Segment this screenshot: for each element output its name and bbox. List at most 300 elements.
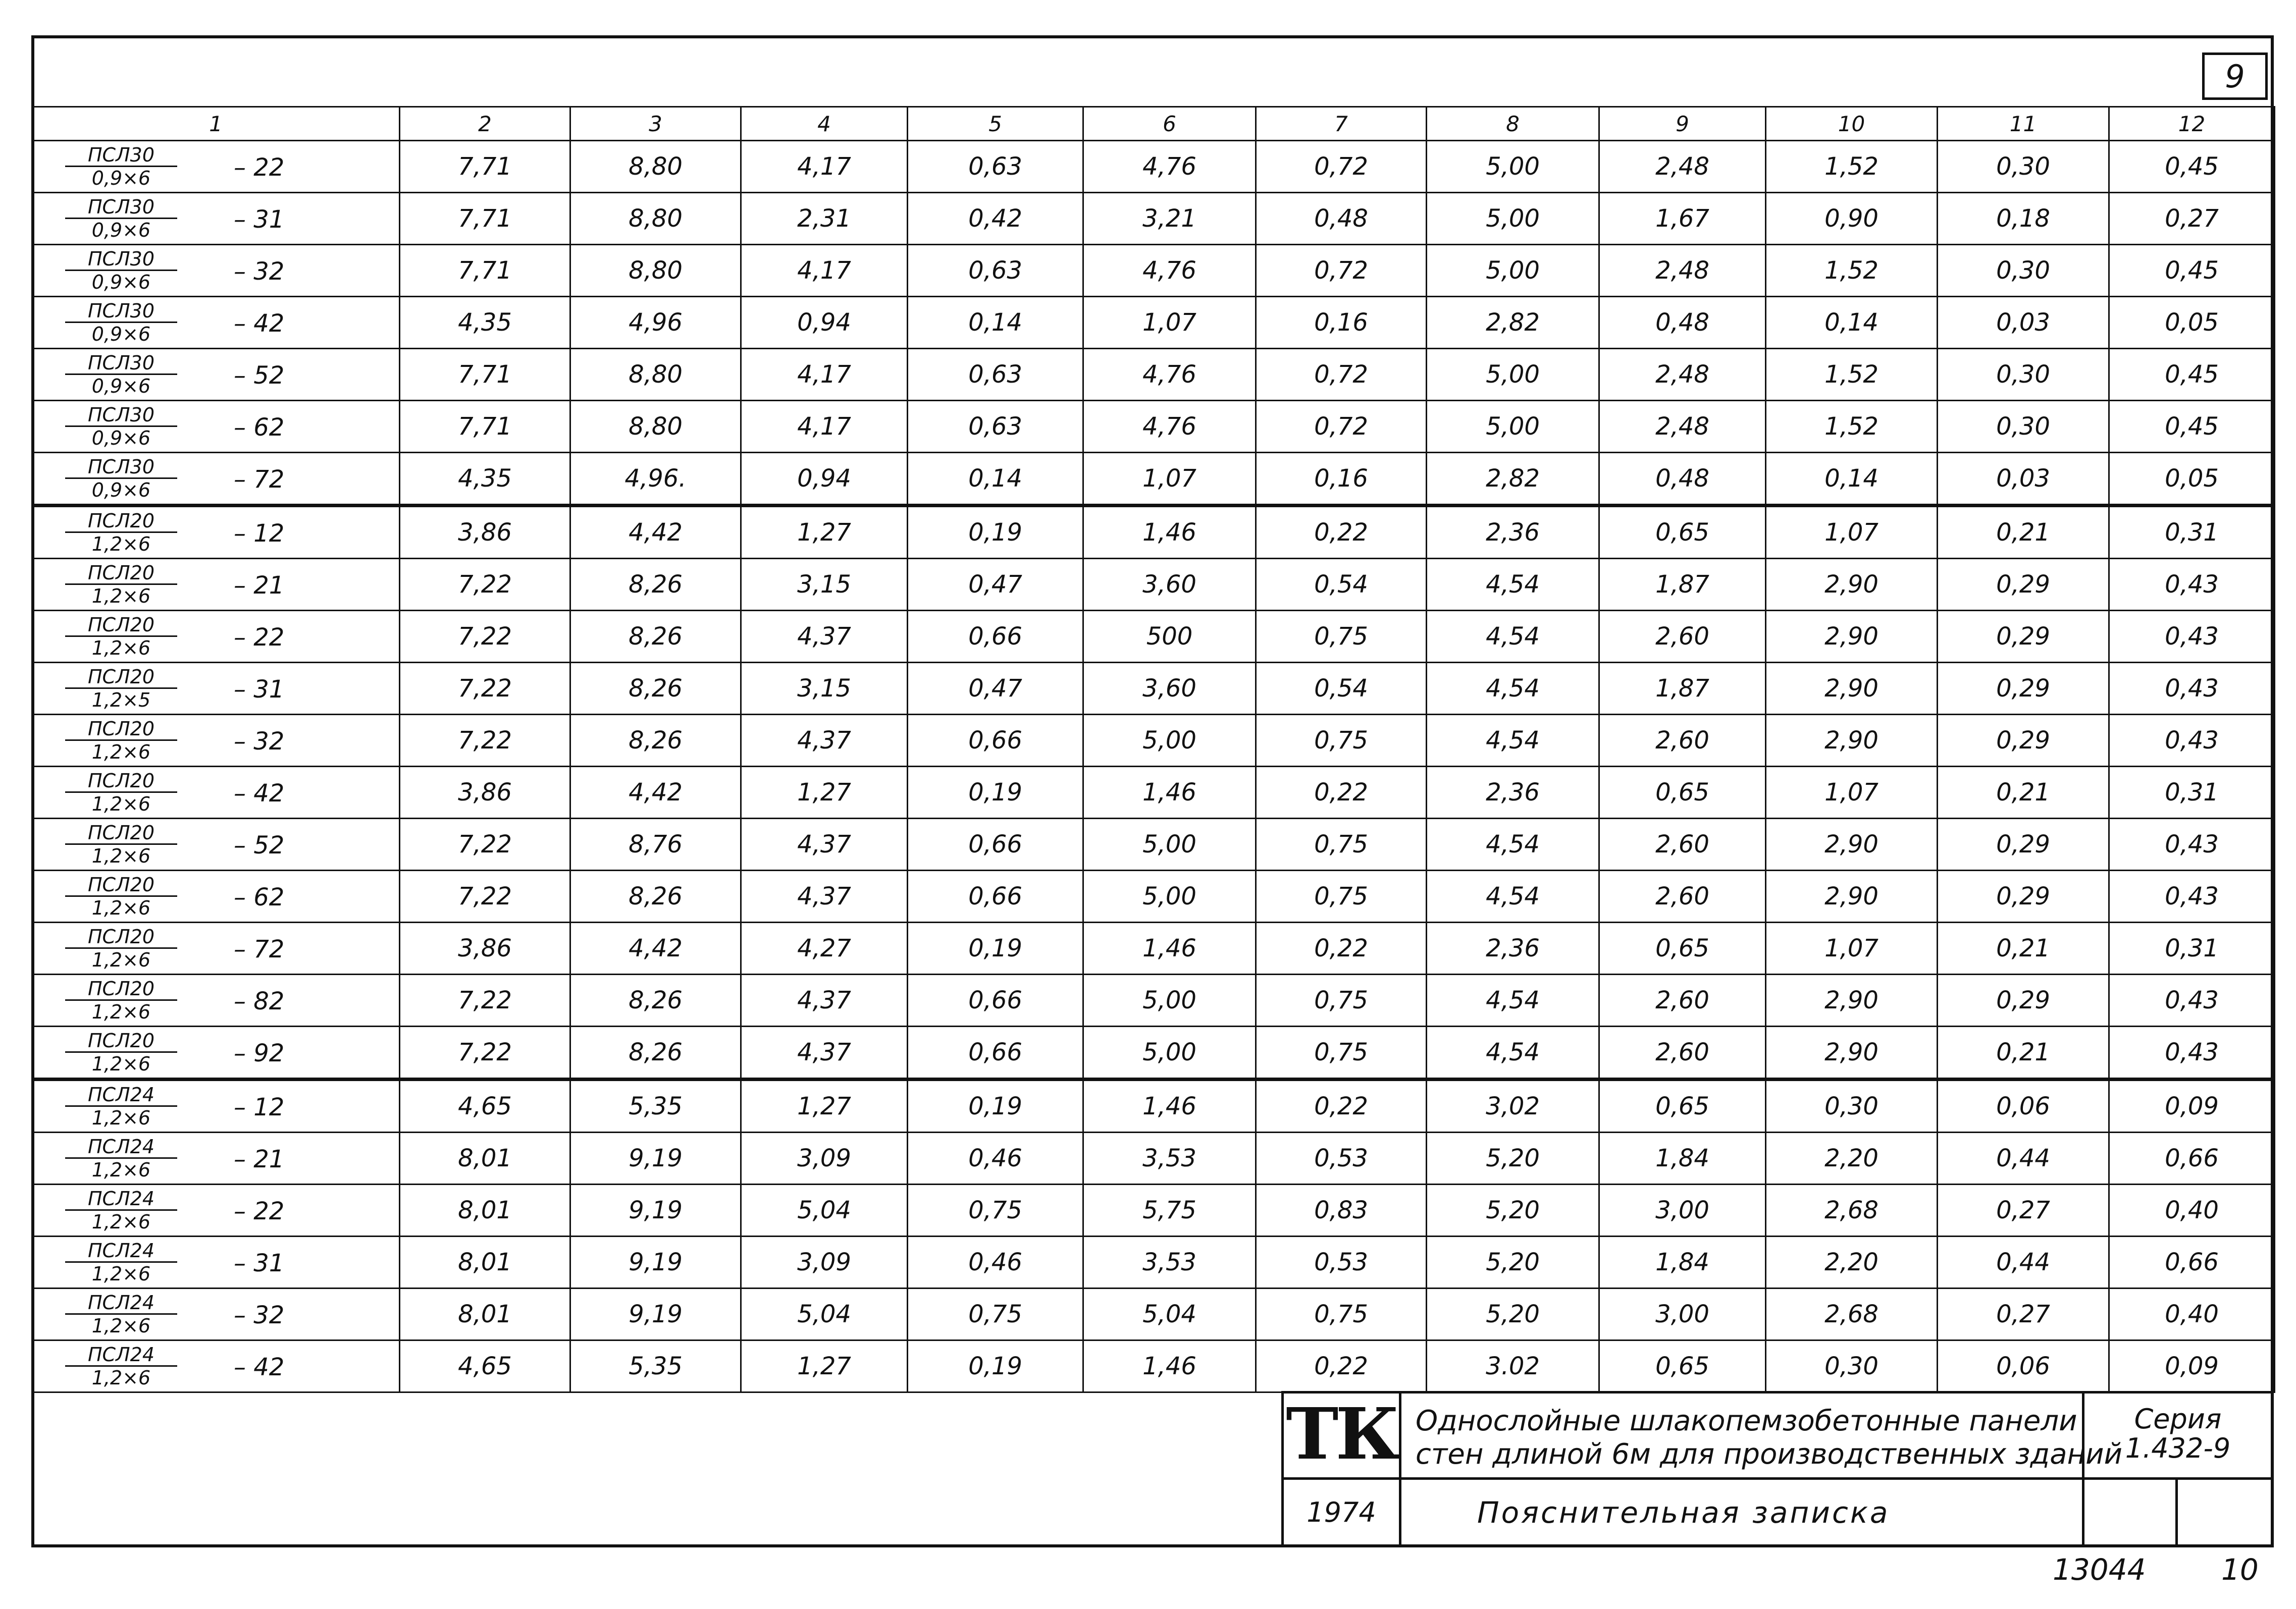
table-cell: 0,22 <box>1256 1080 1427 1133</box>
table-cell: 2,36 <box>1427 767 1599 819</box>
panel-fraction <box>65 300 177 345</box>
panel-mark <box>32 453 400 506</box>
panel-type: ПСЛ24 <box>65 1188 177 1211</box>
table-cell: 1,27 <box>741 1080 908 1133</box>
panel-mark <box>32 871 400 923</box>
table-cell: 0,03 <box>1938 297 2109 349</box>
panel-fraction <box>65 718 177 763</box>
table-cell: 0,31 <box>2109 506 2275 559</box>
empty-cell <box>2175 1477 2274 1547</box>
table-cell: 0,45 <box>2109 245 2275 297</box>
table-cell: 3,53 <box>1083 1237 1256 1289</box>
panel-size: 0,9×6 <box>91 479 151 501</box>
table-cell: 0,40 <box>2109 1289 2275 1340</box>
table-cell: 4,76 <box>1083 401 1256 453</box>
table-cell: 4,54 <box>1427 715 1599 767</box>
table-cell: 0,53 <box>1256 1133 1427 1185</box>
table-cell: 0,54 <box>1256 663 1427 715</box>
table-cell: 4,96 <box>570 297 741 349</box>
title-block <box>1281 1391 2274 1547</box>
table-cell: 0,19 <box>908 767 1083 819</box>
table-cell: 2,90 <box>1766 663 1938 715</box>
panel-type: ПСЛ30 <box>65 352 177 375</box>
table-cell: 4,37 <box>741 715 908 767</box>
table-cell: 9,19 <box>570 1133 741 1185</box>
column-header: 1 <box>32 107 400 141</box>
table-cell: 4,54 <box>1427 819 1599 871</box>
table-row <box>32 349 2275 401</box>
table-cell: 5,00 <box>1083 819 1256 871</box>
table-cell: 5,00 <box>1427 141 1599 193</box>
table-cell: 0,40 <box>2109 1185 2275 1237</box>
panel-size: 1,2×6 <box>91 1211 151 1233</box>
table-cell: 0,47 <box>908 559 1083 611</box>
table-cell: 4,37 <box>741 975 908 1027</box>
table-cell: 0,30 <box>1938 141 2109 193</box>
table-cell: 9,19 <box>570 1185 741 1237</box>
table-cell: 1,52 <box>1766 141 1938 193</box>
table-cell: 0,75 <box>1256 819 1427 871</box>
inventory-number: 13044 <box>2053 1552 2146 1587</box>
panel-index: – 92 <box>234 1039 285 1067</box>
panel-fraction <box>65 510 177 555</box>
table-cell: 2,20 <box>1766 1237 1938 1289</box>
panel-index: – 12 <box>234 1093 285 1121</box>
table-cell: 2,48 <box>1599 245 1766 297</box>
panel-index: – 21 <box>234 1145 285 1173</box>
table-cell: 3,86 <box>400 923 570 975</box>
column-header: 11 <box>1938 107 2109 141</box>
panel-type: ПСЛ20 <box>65 718 177 741</box>
table-cell: 0,66 <box>908 715 1083 767</box>
table-cell: 4,17 <box>741 349 908 401</box>
table-cell: 4,37 <box>741 611 908 663</box>
panel-index: – 52 <box>234 361 285 390</box>
column-header: 10 <box>1766 107 1938 141</box>
panel-type: ПСЛ30 <box>65 404 177 427</box>
panel-mark <box>32 1027 400 1080</box>
table-cell: 7,22 <box>400 611 570 663</box>
panel-size: 1,2×5 <box>91 689 151 711</box>
table-cell: 8,80 <box>570 141 741 193</box>
panel-index: – 31 <box>234 1249 285 1277</box>
table-cell: 2,60 <box>1599 715 1766 767</box>
table-cell: 2,48 <box>1599 401 1766 453</box>
table-cell: 4,76 <box>1083 245 1256 297</box>
table-cell: 4,54 <box>1427 871 1599 923</box>
table-cell: 2,82 <box>1427 297 1599 349</box>
table-cell: 0,44 <box>1938 1133 2109 1185</box>
panel-size: 1,2×6 <box>91 585 151 607</box>
table-cell: 0,21 <box>1938 506 2109 559</box>
table-cell: 2,60 <box>1599 975 1766 1027</box>
table-cell: 7,22 <box>400 559 570 611</box>
table-cell: 0,14 <box>908 297 1083 349</box>
table-cell: 4,17 <box>741 245 908 297</box>
table-cell: 0,75 <box>1256 1027 1427 1080</box>
empty-cell <box>2082 1477 2178 1547</box>
panel-type: ПСЛ20 <box>65 822 177 845</box>
panel-mark <box>32 1080 400 1133</box>
series-label: Серия <box>2134 1403 2222 1435</box>
panel-index: – 32 <box>234 257 285 286</box>
table-row <box>32 767 2275 819</box>
table-cell: 2,90 <box>1766 715 1938 767</box>
table-cell: 0,03 <box>1938 453 2109 506</box>
table-cell: 2,31 <box>741 193 908 245</box>
panel-mark <box>32 245 400 297</box>
table-cell: 8,26 <box>570 611 741 663</box>
panel-type: ПСЛ24 <box>65 1240 177 1263</box>
table-cell: 3.02 <box>1427 1340 1599 1392</box>
table-cell: 0,05 <box>2109 297 2275 349</box>
panel-size: 1,2×6 <box>91 1315 151 1337</box>
table-cell: 5,00 <box>1427 245 1599 297</box>
table-cell: 4,76 <box>1083 141 1256 193</box>
table-cell: 1,84 <box>1599 1237 1766 1289</box>
table-cell: 0,75 <box>908 1185 1083 1237</box>
table-cell: 7,22 <box>400 715 570 767</box>
table-cell: 0,46 <box>908 1237 1083 1289</box>
panel-index: – 72 <box>234 465 285 494</box>
table-row <box>32 1027 2275 1080</box>
table-cell: 0,63 <box>908 349 1083 401</box>
panel-type: ПСЛ20 <box>65 926 177 949</box>
table-cell: 0,43 <box>2109 715 2275 767</box>
table-cell: 5,35 <box>570 1080 741 1133</box>
table-cell: 3,02 <box>1427 1080 1599 1133</box>
panel-type: ПСЛ24 <box>65 1084 177 1107</box>
panel-mark <box>32 1237 400 1289</box>
table-cell: 7,71 <box>400 401 570 453</box>
panel-size: 1,2×6 <box>91 1053 151 1075</box>
table-cell: 0,06 <box>1938 1340 2109 1392</box>
table-cell: 1,46 <box>1083 767 1256 819</box>
table-cell: 1,27 <box>741 1340 908 1392</box>
table-cell: 1,67 <box>1599 193 1766 245</box>
table-cell: 3,60 <box>1083 663 1256 715</box>
table-cell: 7,22 <box>400 871 570 923</box>
panel-size: 1,2×6 <box>91 533 151 555</box>
table-cell: 2,60 <box>1599 1027 1766 1080</box>
table-cell: 4,35 <box>400 297 570 349</box>
table-cell: 2,68 <box>1766 1185 1938 1237</box>
panel-type: ПСЛ30 <box>65 456 177 479</box>
table-cell: 8,26 <box>570 663 741 715</box>
table-cell: 4,54 <box>1427 611 1599 663</box>
table-cell: 0,75 <box>1256 715 1427 767</box>
panel-size: 1,2×6 <box>91 793 151 815</box>
column-header: 6 <box>1083 107 1256 141</box>
table-cell: 0,94 <box>741 453 908 506</box>
table-cell: 5,75 <box>1083 1185 1256 1237</box>
table-cell: 5,00 <box>1083 715 1256 767</box>
panel-size: 0,9×6 <box>91 323 151 345</box>
table-cell: 1,07 <box>1083 297 1256 349</box>
panel-size: 1,2×6 <box>91 741 151 763</box>
table-cell: 0,44 <box>1938 1237 2109 1289</box>
table-cell: 0,65 <box>1599 1080 1766 1133</box>
panel-mark <box>32 193 400 245</box>
table-cell: 8,76 <box>570 819 741 871</box>
table-cell: 7,22 <box>400 975 570 1027</box>
table-cell: 0,43 <box>2109 611 2275 663</box>
table-cell: 0,27 <box>1938 1289 2109 1340</box>
table-cell: 0,47 <box>908 663 1083 715</box>
table-cell: 0,06 <box>1938 1080 2109 1133</box>
panel-fraction <box>65 144 177 189</box>
table-cell: 0,66 <box>908 1027 1083 1080</box>
panel-fraction <box>65 666 177 711</box>
column-header: 4 <box>741 107 908 141</box>
table-cell: 7,71 <box>400 193 570 245</box>
table-row <box>32 141 2275 193</box>
panel-size: 1,2×6 <box>91 845 151 867</box>
table-cell: 8,80 <box>570 245 741 297</box>
panel-type: ПСЛ24 <box>65 1292 177 1315</box>
table-cell: 0,43 <box>2109 871 2275 923</box>
table-row <box>32 1185 2275 1237</box>
table-cell: 0,66 <box>908 611 1083 663</box>
table-cell: 0,29 <box>1938 975 2109 1027</box>
panel-size: 0,9×6 <box>91 375 151 397</box>
table-cell: 5,00 <box>1427 401 1599 453</box>
series-box <box>2082 1391 2274 1480</box>
panel-mark <box>32 975 400 1027</box>
panel-type: ПСЛ20 <box>65 978 177 1001</box>
table-cell: 0,65 <box>1599 767 1766 819</box>
table-row <box>32 923 2275 975</box>
table-cell: 1,46 <box>1083 923 1256 975</box>
panel-mark <box>32 715 400 767</box>
table-cell: 2,60 <box>1599 611 1766 663</box>
table-row <box>32 663 2275 715</box>
table-cell: 1,27 <box>741 767 908 819</box>
panel-mark <box>32 1340 400 1392</box>
table-cell: 1,52 <box>1766 349 1938 401</box>
panel-index: – 42 <box>234 309 285 338</box>
table-cell: 0,48 <box>1599 297 1766 349</box>
table-cell: 1,84 <box>1599 1133 1766 1185</box>
table-cell: 1,52 <box>1766 401 1938 453</box>
table-cell: 0,48 <box>1256 193 1427 245</box>
table-cell: 4,54 <box>1427 559 1599 611</box>
table-cell: 7,22 <box>400 1027 570 1080</box>
table-cell: 4,96. <box>570 453 741 506</box>
table-cell: 5,35 <box>570 1340 741 1392</box>
table-cell: 3,00 <box>1599 1185 1766 1237</box>
table-row <box>32 245 2275 297</box>
table-cell: 8,01 <box>400 1289 570 1340</box>
page-number: 9 <box>2202 52 2268 100</box>
panel-fraction <box>65 1292 177 1337</box>
table-cell: 5,20 <box>1427 1237 1599 1289</box>
table-cell: 5,00 <box>1083 1027 1256 1080</box>
drawing-title-line1: Однослойные шлакопемзобетонные панели <box>1416 1405 2077 1437</box>
table-row <box>32 193 2275 245</box>
table-cell: 0,94 <box>741 297 908 349</box>
table-cell: 4,35 <box>400 453 570 506</box>
panel-mark <box>32 819 400 871</box>
table-row <box>32 871 2275 923</box>
panel-fraction <box>65 978 177 1023</box>
table-cell: 3,53 <box>1083 1133 1256 1185</box>
panel-type: ПСЛ20 <box>65 562 177 585</box>
table-cell: 0,65 <box>1599 1340 1766 1392</box>
table-cell: 4,65 <box>400 1080 570 1133</box>
table-cell: 0,72 <box>1256 349 1427 401</box>
table-row <box>32 297 2275 349</box>
table-cell: 2,60 <box>1599 819 1766 871</box>
panel-fraction <box>65 1084 177 1129</box>
panel-mark <box>32 767 400 819</box>
panel-type: ПСЛ20 <box>65 614 177 637</box>
column-header: 8 <box>1427 107 1599 141</box>
table-cell: 0,30 <box>1938 349 2109 401</box>
column-header: 3 <box>570 107 741 141</box>
table-cell: 0,43 <box>2109 819 2275 871</box>
table-cell: 0,21 <box>1938 1027 2109 1080</box>
panel-fraction <box>65 404 177 449</box>
table-cell: 5,00 <box>1427 349 1599 401</box>
table-cell: 0,43 <box>2109 1027 2275 1080</box>
table-cell: 3,09 <box>741 1133 908 1185</box>
table-cell: 2,90 <box>1766 975 1938 1027</box>
year: 1974 <box>1281 1477 1401 1547</box>
panel-fraction <box>65 1136 177 1181</box>
table-cell: 8,26 <box>570 975 741 1027</box>
table-cell: 1,07 <box>1766 506 1938 559</box>
panel-index: – 22 <box>234 623 285 652</box>
drawing-title <box>1399 1391 2122 1480</box>
table-row <box>32 1080 2275 1133</box>
table-cell: 0,45 <box>2109 401 2275 453</box>
table-cell: 2,36 <box>1427 506 1599 559</box>
panel-fraction <box>65 1240 177 1285</box>
table-cell: 0,72 <box>1256 401 1427 453</box>
table-cell: 0,29 <box>1938 871 2109 923</box>
table-cell: 0,30 <box>1938 245 2109 297</box>
column-header: 5 <box>908 107 1083 141</box>
table-row <box>32 611 2275 663</box>
panel-mark <box>32 559 400 611</box>
table-cell: 0,90 <box>1766 193 1938 245</box>
panel-index: – 72 <box>234 935 285 963</box>
panel-mark <box>32 506 400 559</box>
table-cell: 0,21 <box>1938 767 2109 819</box>
table-cell: 9,19 <box>570 1289 741 1340</box>
table-cell: 0,72 <box>1256 245 1427 297</box>
table-row <box>32 559 2275 611</box>
panel-fraction <box>65 1188 177 1233</box>
panel-mark <box>32 401 400 453</box>
table-cell: 1,46 <box>1083 1340 1256 1392</box>
table-cell: 0,09 <box>2109 1080 2275 1133</box>
panel-fraction <box>65 614 177 659</box>
panel-index: – 31 <box>234 205 285 234</box>
table-cell: 1,87 <box>1599 559 1766 611</box>
table-cell: 7,71 <box>400 245 570 297</box>
table-cell: 7,71 <box>400 349 570 401</box>
table-cell: 3,21 <box>1083 193 1256 245</box>
table-row <box>32 506 2275 559</box>
panel-type: ПСЛ20 <box>65 666 177 689</box>
table-cell: 2,36 <box>1427 923 1599 975</box>
table-body <box>32 141 2275 1392</box>
table-cell: 4,54 <box>1427 1027 1599 1080</box>
table-cell: 1,87 <box>1599 663 1766 715</box>
table-cell: 3,86 <box>400 506 570 559</box>
table-cell: 0,43 <box>2109 975 2275 1027</box>
table-cell: 0,42 <box>908 193 1083 245</box>
table-cell: 2,90 <box>1766 819 1938 871</box>
table-cell: 0,29 <box>1938 611 2109 663</box>
table-cell: 8,01 <box>400 1237 570 1289</box>
table-cell: 0,54 <box>1256 559 1427 611</box>
table-cell: 0,18 <box>1938 193 2109 245</box>
table-cell: 0,29 <box>1938 559 2109 611</box>
column-header: 9 <box>1599 107 1766 141</box>
table-cell: 8,80 <box>570 193 741 245</box>
table-cell: 5,04 <box>1083 1289 1256 1340</box>
table-row <box>32 1289 2275 1340</box>
panel-size: 1,2×6 <box>91 1001 151 1023</box>
table-cell: 0,75 <box>1256 611 1427 663</box>
table-cell: 0,31 <box>2109 923 2275 975</box>
column-header: 12 <box>2109 107 2275 141</box>
table-cell: 0,63 <box>908 401 1083 453</box>
panel-type: ПСЛ30 <box>65 196 177 219</box>
drawing-title-line2: стен длиной 6м для производственных зданий <box>1416 1438 2122 1471</box>
table-cell: 1,07 <box>1766 767 1938 819</box>
panel-index: – 22 <box>234 1197 285 1225</box>
table-row <box>32 715 2275 767</box>
table-cell: 0,29 <box>1938 819 2109 871</box>
table-cell: 0,75 <box>908 1289 1083 1340</box>
panel-size: 1,2×6 <box>91 1107 151 1129</box>
table-cell: 0,31 <box>2109 767 2275 819</box>
table-cell: 0,66 <box>908 871 1083 923</box>
table-cell: 0,30 <box>1766 1080 1938 1133</box>
panel-fraction <box>65 562 177 607</box>
table-row <box>32 1237 2275 1289</box>
panel-mark <box>32 611 400 663</box>
table-cell: 0,66 <box>908 975 1083 1027</box>
panel-size: 1,2×6 <box>91 1263 151 1285</box>
table-cell: 7,22 <box>400 663 570 715</box>
table-cell: 0,46 <box>908 1133 1083 1185</box>
table-cell: 8,01 <box>400 1185 570 1237</box>
table-cell: 1,27 <box>741 506 908 559</box>
table-cell: 5,20 <box>1427 1185 1599 1237</box>
panel-fraction <box>65 196 177 241</box>
panel-fraction <box>65 874 177 919</box>
panel-fraction <box>65 822 177 867</box>
table-cell: 4,42 <box>570 923 741 975</box>
table-cell: 4,54 <box>1427 975 1599 1027</box>
table-cell: 0,66 <box>908 819 1083 871</box>
table-cell: 0,30 <box>1938 401 2109 453</box>
table-cell: 8,80 <box>570 401 741 453</box>
panel-size: 0,9×6 <box>91 219 151 241</box>
table-cell: 0,43 <box>2109 559 2275 611</box>
table-cell: 8,26 <box>570 715 741 767</box>
table-cell: 0,45 <box>2109 349 2275 401</box>
data-table <box>31 106 2275 1393</box>
table-cell: 0,19 <box>908 506 1083 559</box>
panel-size: 1,2×6 <box>91 1159 151 1181</box>
panel-size: 0,9×6 <box>91 271 151 293</box>
